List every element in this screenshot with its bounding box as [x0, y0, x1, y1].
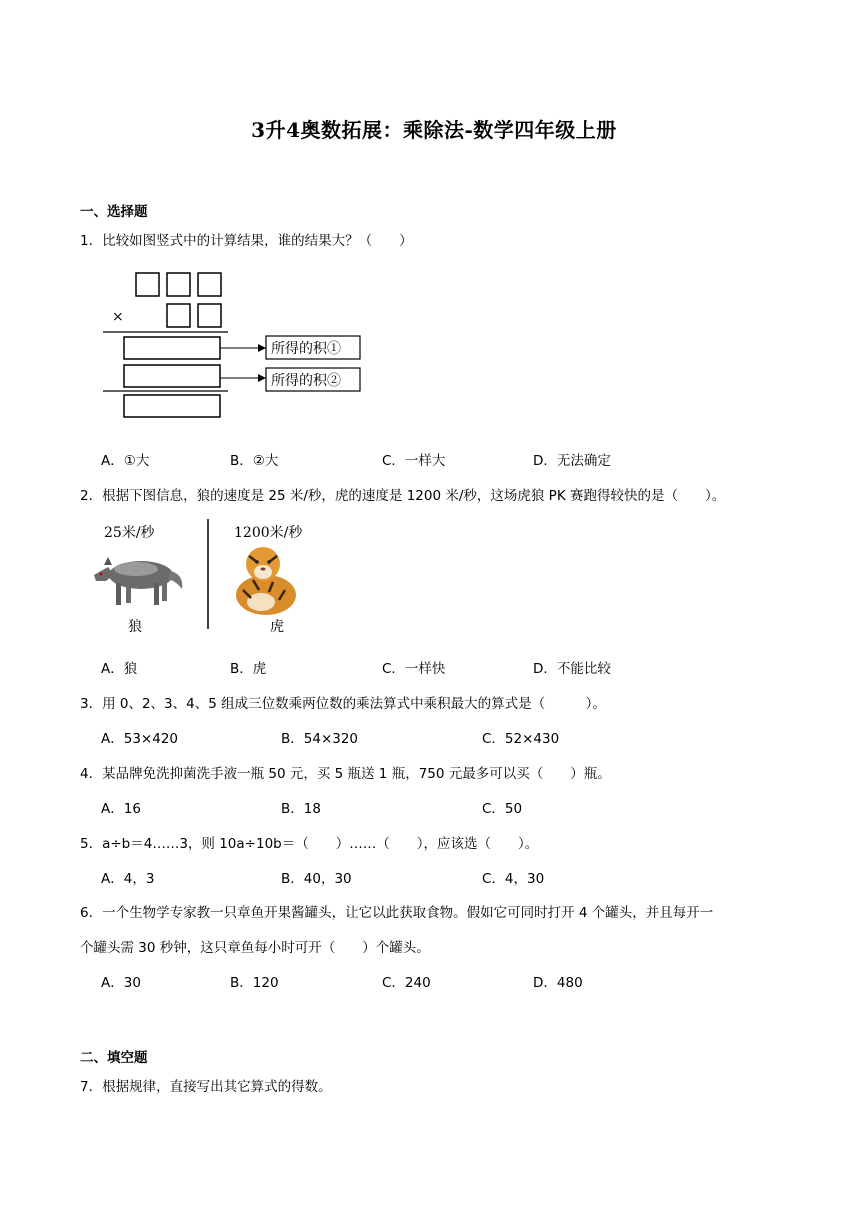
q5-option-c: C．4，30	[482, 871, 545, 887]
times-sign: ×	[112, 309, 124, 325]
q6-option-d: D．480	[533, 975, 583, 991]
q2-option-a: A．狼	[101, 661, 138, 677]
q4-option-a: A．16	[101, 801, 141, 817]
q6-option-c: C．240	[382, 975, 431, 991]
wolf-speed-label: 25米/秒	[104, 525, 155, 541]
vertical-multiplication-figure	[100, 268, 370, 428]
question-2: 2．根据下图信息，狼的速度是 25 米/秒，虎的速度是 1200 米/秒，这场虎狼 PK 赛跑得较快的是（ ）。	[80, 488, 726, 504]
section-heading-choice: 一、选择题	[80, 204, 148, 220]
wolf-label: 狼	[128, 619, 142, 635]
question-7: 7．根据规律，直接写出其它算式的得数。	[80, 1079, 332, 1095]
tiger-label: 虎	[270, 619, 284, 635]
q4-option-b: B．18	[281, 801, 321, 817]
question-4: 4．某品牌免洗抑菌洗手液一瓶 50 元，买 5 瓶送 1 瓶，750 元最多可以买（ ）瓶。	[80, 766, 611, 782]
q6-option-a: A．30	[101, 975, 141, 991]
q3-option-b: B．54×320	[281, 731, 359, 747]
arrow-2-head	[258, 374, 266, 382]
divider-line	[206, 519, 210, 629]
digit-box	[136, 273, 159, 296]
q5-option-a: A．4，3	[101, 871, 155, 887]
question-6-line-1: 6．一个生物学专家教一只章鱼开果酱罐头，让它以此获取食物。假如它可同时打开 4 个罐头，并且每开一	[80, 905, 714, 921]
q1-option-b: B．②大	[230, 453, 279, 469]
q6-option-b: B．120	[230, 975, 279, 991]
tiger-speed-label: 1200米/秒	[234, 525, 303, 541]
q5-option-b: B．40，30	[281, 871, 352, 887]
section-heading-fill: 二、填空题	[80, 1050, 148, 1066]
q1-option-d: D．无法确定	[533, 453, 611, 469]
digit-box	[198, 273, 221, 296]
question-5: 5．a÷b＝4……3，则 10a÷10b＝（ ）……（ ），应该选（ ）。	[80, 836, 539, 852]
question-3: 3．用 0、2、3、4、5 组成三位数乘两位数的乘法算式中乘积最大的算式是（ ）。	[80, 696, 606, 712]
digit-box	[167, 273, 190, 296]
product-label-1: 所得的积①	[271, 341, 341, 357]
q3-option-a: A．53×420	[101, 731, 178, 747]
product-label-2: 所得的积②	[271, 373, 341, 389]
digit-box	[167, 304, 190, 327]
q2-option-d: D．不能比较	[533, 661, 611, 677]
product-box-1	[124, 337, 220, 359]
digit-box	[198, 304, 221, 327]
question-1: 1．比较如图竖式中的计算结果，谁的结果大？（ ）	[80, 233, 413, 249]
q1-option-a: A．①大	[101, 453, 150, 469]
arrow-1-head	[258, 344, 266, 352]
q3-option-c: C．52×430	[482, 731, 560, 747]
q4-option-c: C．50	[482, 801, 523, 817]
q1-option-c: C．一样大	[382, 453, 446, 469]
sum-box	[124, 395, 220, 417]
page-title: 3升4奥数拓展：乘除法-数学四年级上册	[251, 118, 617, 142]
q2-option-b: B．虎	[230, 661, 267, 677]
wolf-image	[86, 545, 186, 609]
question-6-line-2: 个罐头需 30 秒钟，这只章鱼每小时可开（ ）个罐头。	[80, 940, 430, 956]
product-box-2	[124, 365, 220, 387]
tiger-image	[233, 540, 299, 618]
q2-option-c: C．一样快	[382, 661, 446, 677]
